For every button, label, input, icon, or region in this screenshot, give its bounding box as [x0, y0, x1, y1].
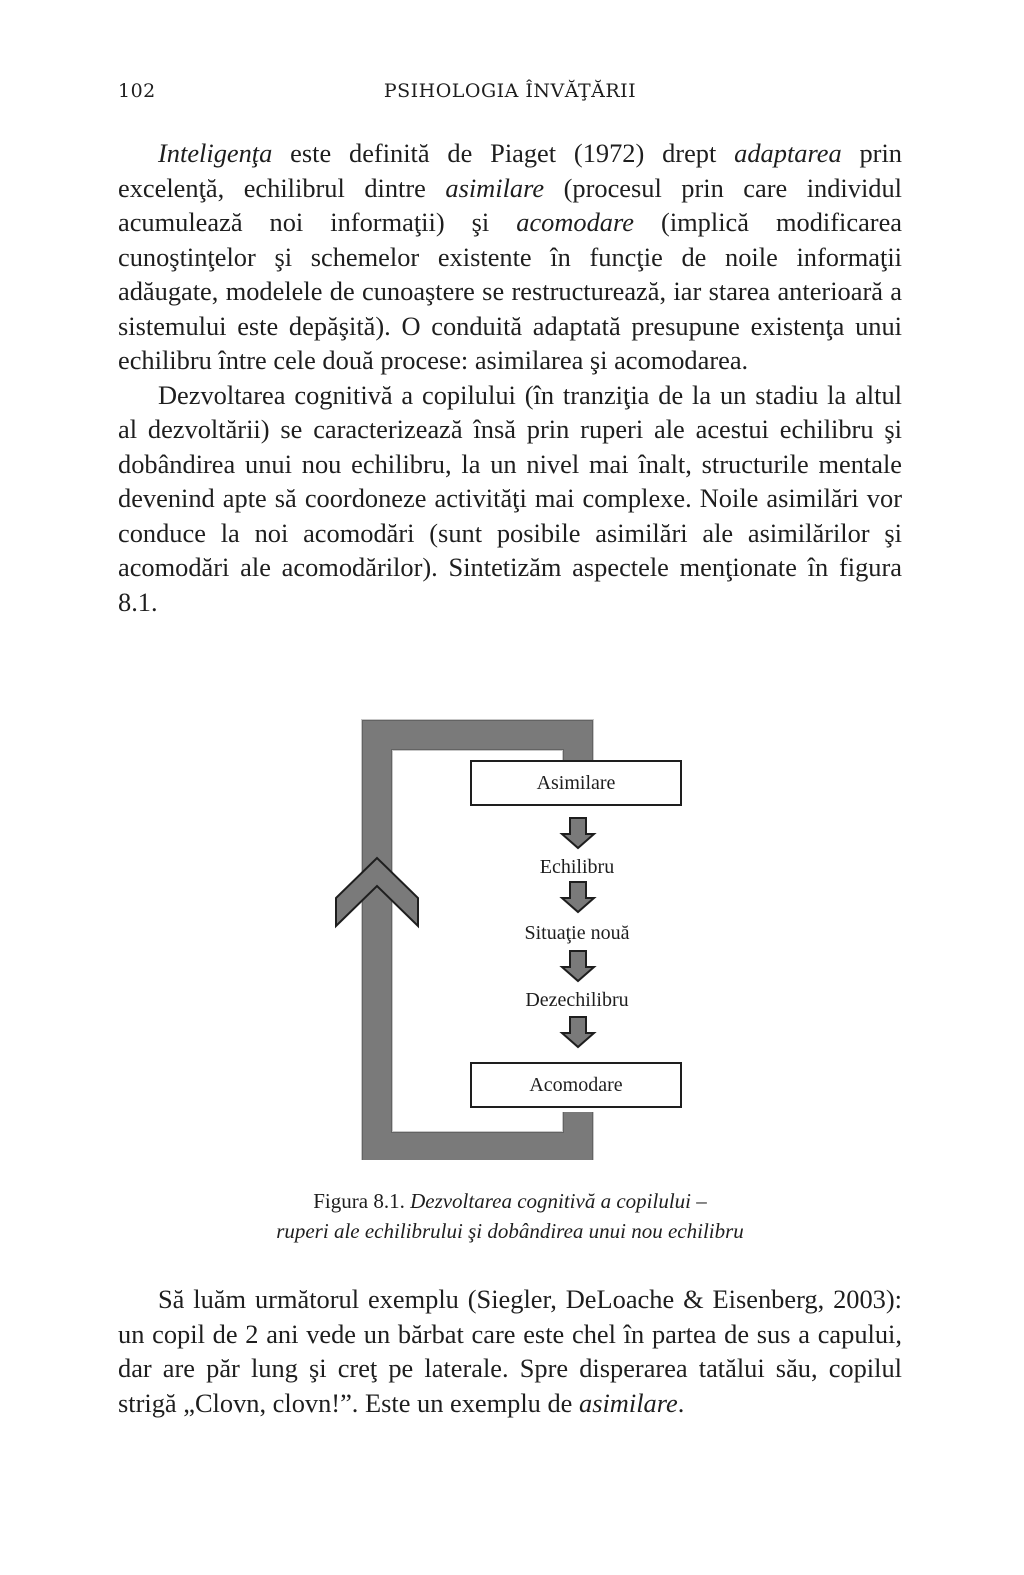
- figure-8-1-diagram: [330, 710, 710, 1160]
- page-number: 102: [118, 80, 156, 102]
- arrow-down-icon: [562, 818, 594, 848]
- box-asimilare: Asimilare: [470, 760, 682, 806]
- arrow-down-icon: [562, 882, 594, 912]
- label-situatie-noua: Situaţie nouă: [524, 922, 630, 944]
- arrow-down-icon: [562, 951, 594, 981]
- arrow-down-icon: [562, 1017, 594, 1047]
- label-echilibru: Echilibru: [539, 856, 615, 878]
- body-text-bottom: [118, 1282, 902, 1420]
- paragraph-cognitive-development: Dezvoltarea cognitivă a copilului (în tranziţia de la un stadiu la altul al dezvoltării) se caracterizează însă prin ruperi ale acestui echilibru şi dobândirea unui nou echilibru, la un nivel mai înalt, structurile mentale devenind apte să coordoneze activităţi mai complexe. Noile asimilări vor conduce la noi acomodări (sunt posibile asimilări ale asimilărilor şi acomodări ale acomodărilor). Sintetizăm aspectele menţionate în figura 8.1.: [118, 379, 902, 617]
- page-header: [118, 80, 902, 110]
- term-adaptarea: adaptarea: [734, 138, 842, 168]
- caption-label: Figura 8.1.: [313, 1189, 411, 1213]
- paragraph-intelligence-definition: Inteligenţa este definită de Piaget (1972) drept adaptarea prin excelenţă, echilibrul dintre asimilare (procesul prin care individul acumulează noi informaţii) şi acomodare (implică modificarea cunoştinţelor şi schemelor existente în funcţie de noile informaţii adăugate, modelele de cunoaştere se restructurează, iar starea anterioară a sistemului este depăşită). O conduită adaptată presupune existenţa unui echilibru între cele două procese: asimilarea şi acomodarea.: [118, 138, 903, 375]
- term-inteligenta: Inteligenţa: [158, 138, 273, 168]
- caption-title-line1: Dezvoltarea cognitivă a copilului –: [410, 1189, 707, 1213]
- box-acomodare: Acomodare: [470, 1062, 682, 1108]
- running-title: PSIHOLOGIA ÎNVĂŢĂRII: [383, 80, 637, 102]
- term-asimilare: asimilare: [445, 172, 545, 203]
- term-asimilare-example: asimilare: [579, 1387, 678, 1418]
- caption-title-line2: ruperi ale echilibrului şi dobândirea unui nou echilibru: [276, 1219, 744, 1243]
- figure-caption: [118, 1186, 902, 1246]
- paragraph-example: Să luăm următorul exemplu (Siegler, DeLoache & Eisenberg, 2003): un copil de 2 ani vede un bărbat care este chel în partea de sus a capului, dar are păr lung şi creţ pe laterale. Spre disperarea tatălui său, copilul strigă „Clovn, clovn!”. Este un exemplu de asimilare.: [118, 1284, 902, 1418]
- body-text-top: [118, 136, 902, 619]
- term-acomodare: acomodare: [516, 207, 635, 237]
- label-dezechilibru: Dezechilibru: [525, 989, 629, 1011]
